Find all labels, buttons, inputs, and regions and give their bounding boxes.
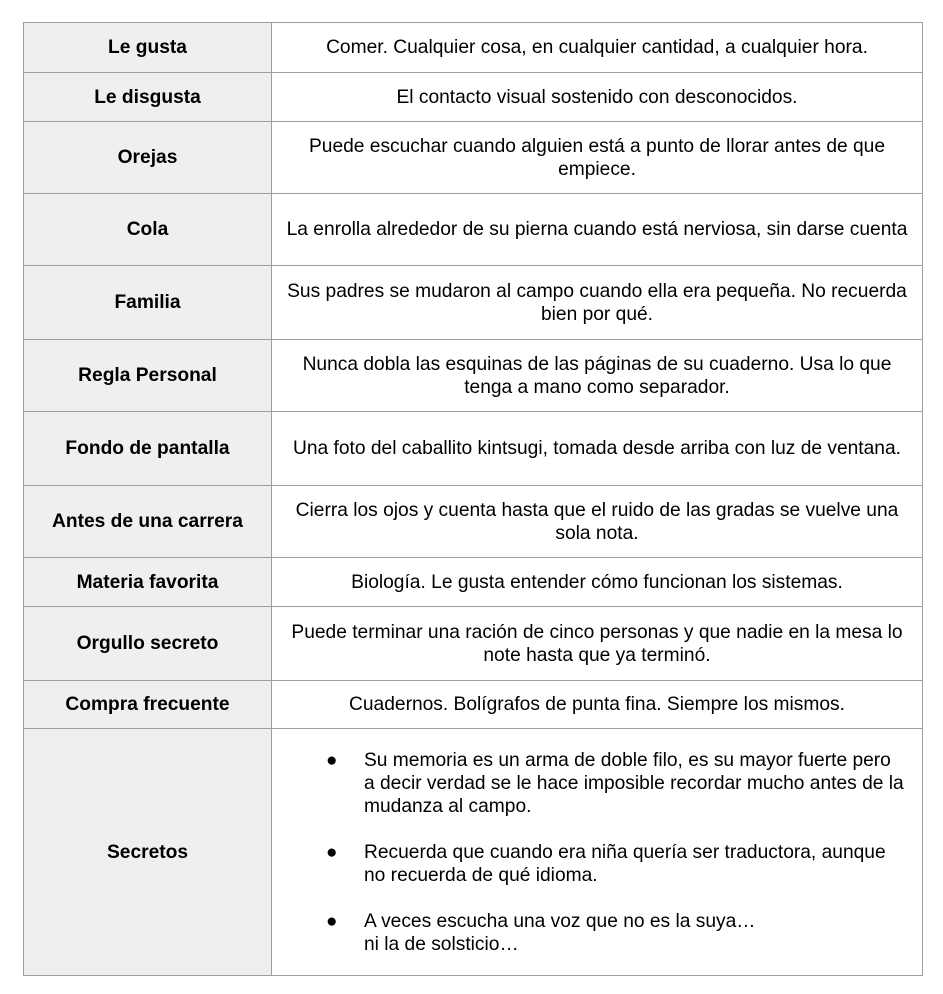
table-row xyxy=(24,412,923,486)
row-label: Materia favorita xyxy=(24,558,272,607)
bullet-icon: ● xyxy=(326,749,338,771)
secrets-label: Secretos xyxy=(24,729,272,976)
row-value: Biología. Le gusta entender cómo funcionan los sistemas. xyxy=(272,558,923,607)
row-value: Cuadernos. Bolígrafos de punta fina. Siempre los mismos. xyxy=(272,681,923,729)
row-label: Le disgusta xyxy=(24,73,272,122)
row-value: Puede escuchar cuando alguien está a punto de llorar antes de que empiece. xyxy=(272,122,923,194)
row-label: Antes de una carrera xyxy=(24,486,272,558)
row-label: Cola xyxy=(24,194,272,266)
secret-text: Su memoria es un arma de doble filo, es su mayor fuerte pero a decir verdad se le hace imposible recordar mucho antes de la mudanza al campo. xyxy=(364,749,904,817)
secret-text: Recuerda que cuando era niña quería ser traductora, aunque no recuerda de qué idioma. xyxy=(364,841,886,886)
bullet-icon: ● xyxy=(326,910,338,932)
row-label: Orejas xyxy=(24,122,272,194)
row-value: Sus padres se mudaron al campo cuando ella era pequeña. No recuerda bien por qué. xyxy=(272,266,923,340)
table-row xyxy=(24,73,923,122)
secrets-row xyxy=(24,729,923,976)
table-row xyxy=(24,266,923,340)
list-item xyxy=(324,910,906,956)
row-label: Compra frecuente xyxy=(24,681,272,729)
row-label: Orgullo secreto xyxy=(24,607,272,681)
row-value: Nunca dobla las esquinas de las páginas de su cuaderno. Usa lo que tenga a mano como separador. xyxy=(272,340,923,412)
table-row xyxy=(24,607,923,681)
row-label: Le gusta xyxy=(24,23,272,73)
row-value: Puede terminar una ración de cinco personas y que nadie en la mesa lo note hasta que ya terminó. xyxy=(272,607,923,681)
table-row xyxy=(24,681,923,729)
secrets-value xyxy=(272,729,923,976)
row-value: Comer. Cualquier cosa, en cualquier cantidad, a cualquier hora. xyxy=(272,23,923,73)
table-row xyxy=(24,558,923,607)
table-row xyxy=(24,23,923,73)
row-label: Fondo de pantalla xyxy=(24,412,272,486)
character-sheet-table xyxy=(23,22,923,976)
row-value: Una foto del caballito kintsugi, tomada desde arriba con luz de ventana. xyxy=(272,412,923,486)
table-row xyxy=(24,194,923,266)
table-row xyxy=(24,122,923,194)
secret-text: A veces escucha una voz que no es la suya… ni la de solsticio… xyxy=(364,910,756,955)
row-value: El contacto visual sostenido con desconocidos. xyxy=(272,73,923,122)
row-label: Familia xyxy=(24,266,272,340)
row-value: Cierra los ojos y cuenta hasta que el ruido de las gradas se vuelve una sola nota. xyxy=(272,486,923,558)
list-item xyxy=(324,841,906,887)
list-item xyxy=(324,749,906,818)
table-row xyxy=(24,340,923,412)
table-row xyxy=(24,486,923,558)
row-value: La enrolla alrededor de su pierna cuando está nerviosa, sin darse cuenta xyxy=(272,194,923,266)
row-label: Regla Personal xyxy=(24,340,272,412)
bullet-icon: ● xyxy=(326,841,338,863)
secrets-list xyxy=(282,749,912,956)
